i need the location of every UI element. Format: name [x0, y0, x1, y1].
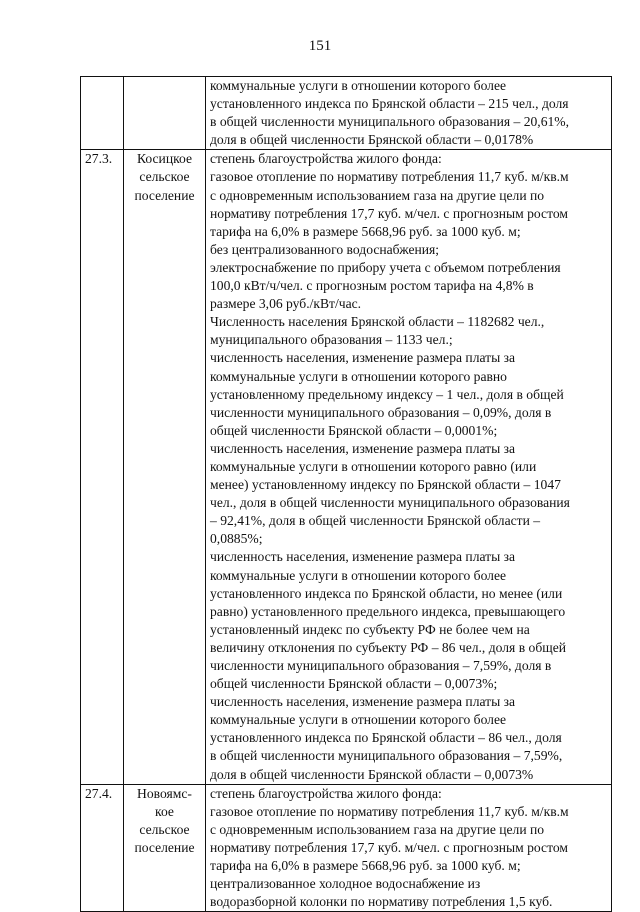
- description-line: доля в общей численности Брянской области – 0,0073%: [210, 766, 534, 782]
- description-line: коммунальные услуги в отношении которого равно (или: [210, 458, 537, 474]
- description-line: газовое отопление по нормативу потребления 11,7 куб. м/кв.м: [210, 803, 569, 819]
- description-line: установленного индекса по Брянской области – 215 чел., доля: [210, 96, 569, 112]
- item-number: [81, 77, 124, 150]
- description-line: чел., доля в общей численности муниципального образования: [210, 495, 570, 511]
- description-line: в общей численности муниципального образования – 20,61%,: [210, 114, 570, 130]
- description-line: размере 3,06 руб./кВт/час.: [210, 296, 362, 312]
- description-line: общей численности Брянской области – 0,0073%;: [210, 676, 498, 692]
- settlement-name-line: сельское: [139, 821, 190, 837]
- settlement-name-line: поселение: [134, 187, 195, 203]
- description-line: численности муниципального образования – 0,09%, доля в: [210, 404, 552, 420]
- document-table: [80, 76, 612, 912]
- description-line: численность населения, изменение размера платы за: [210, 350, 516, 366]
- description-line: коммунальные услуги в отношении которого более: [210, 712, 507, 728]
- description-line: степень благоустройства жилого фонда:: [210, 785, 442, 801]
- description-line: менее) установленному индексу по Брянской области – 1047: [210, 477, 561, 493]
- description-line: 100,0 кВт/ч/чел. с прогнозным ростом тарифа на 4,8% в: [210, 278, 534, 294]
- description-line: водоразборной колонки по нормативу потребления 1,5 куб.: [210, 894, 553, 910]
- description-line: с одновременным использованием газа на другие цели по: [210, 187, 545, 203]
- settlement-name-line: сельское: [139, 169, 190, 185]
- description-line: коммунальные услуги в отношении которого более: [210, 78, 507, 93]
- item-number: 27.4.: [81, 784, 124, 912]
- settlement-name: [124, 77, 206, 150]
- settlement-name: [124, 150, 206, 784]
- settlement-name-line: Косицкое: [136, 151, 193, 167]
- description-line: численности муниципального образования – 7,59%, доля в: [210, 658, 552, 673]
- table-row: [81, 150, 612, 784]
- description-line: Численность населения Брянской области – 1182682 чел.,: [210, 314, 545, 330]
- table-row: [81, 784, 612, 912]
- description-line: без централизованного водоснабжения;: [210, 241, 440, 257]
- description-line: численность населения, изменение размера платы за: [210, 549, 516, 565]
- description-line: нормативу потребления 17,7 куб. м/чел. с прогнозным ростом: [210, 839, 568, 855]
- settlement-name: [124, 784, 206, 912]
- description-line: тарифа на 6,0% в размере 5668,96 руб. за 1000 куб. м;: [210, 858, 521, 874]
- description-line: – 92,41%, доля в общей численности Брянской области –: [210, 513, 541, 529]
- description-line: коммунальные услуги в отношении которого более: [210, 567, 507, 583]
- settlement-name-line: кое: [155, 803, 174, 819]
- description-line: величину отклонения по субъекту РФ – 86 чел., доля в общей: [210, 639, 567, 655]
- description-cell: [206, 784, 612, 912]
- description-line: доля в общей численности Брянской области – 0,0178%: [210, 132, 534, 148]
- item-number: 27.3.: [81, 150, 124, 784]
- description-line: установленному предельному индексу – 1 чел., доля в общей: [210, 386, 564, 402]
- description-line: установленного индекса по Брянской области – 86 чел., доля: [210, 730, 562, 746]
- description-cell: [206, 77, 612, 150]
- description-line: электроснабжение по прибору учета с объемом потребления: [210, 259, 561, 275]
- settlement-name-line: поселение: [134, 839, 195, 855]
- description-line: численность населения, изменение размера платы за: [210, 694, 516, 710]
- description-cell: [206, 150, 612, 784]
- description-line: 0,0885%;: [210, 531, 263, 547]
- description-line: установленный индекс по субъекту РФ не более чем на: [210, 621, 530, 637]
- description-line: степень благоустройства жилого фонда:: [210, 151, 442, 167]
- description-line: общей численности Брянской области – 0,0001%;: [210, 422, 498, 438]
- description-line: в общей численности муниципального образования – 7,59%,: [210, 748, 563, 764]
- description-line: тарифа на 6,0% в размере 5668,96 руб. за 1000 куб. м;: [210, 223, 521, 239]
- description-line: равно) установленного предельного индекса, превышающего: [210, 603, 566, 619]
- description-line: численность населения, изменение размера платы за: [210, 440, 516, 456]
- settlement-name-line: Новоямс-: [137, 785, 192, 801]
- description-line: газовое отопление по нормативу потребления 11,7 куб. м/кв.м: [210, 169, 569, 185]
- description-line: установленного индекса по Брянской области, но менее (или: [210, 585, 563, 601]
- description-line: нормативу потребления 17,7 куб. м/чел. с прогнозным ростом: [210, 205, 568, 221]
- description-line: муниципального образования – 1133 чел.;: [210, 332, 453, 348]
- description-line: коммунальные услуги в отношении которого равно: [210, 368, 507, 384]
- page-number: 151: [308, 38, 332, 54]
- description-line: централизованное холодное водоснабжение из: [210, 876, 481, 892]
- table-row: [81, 77, 612, 150]
- description-line: с одновременным использованием газа на другие цели по: [210, 821, 545, 837]
